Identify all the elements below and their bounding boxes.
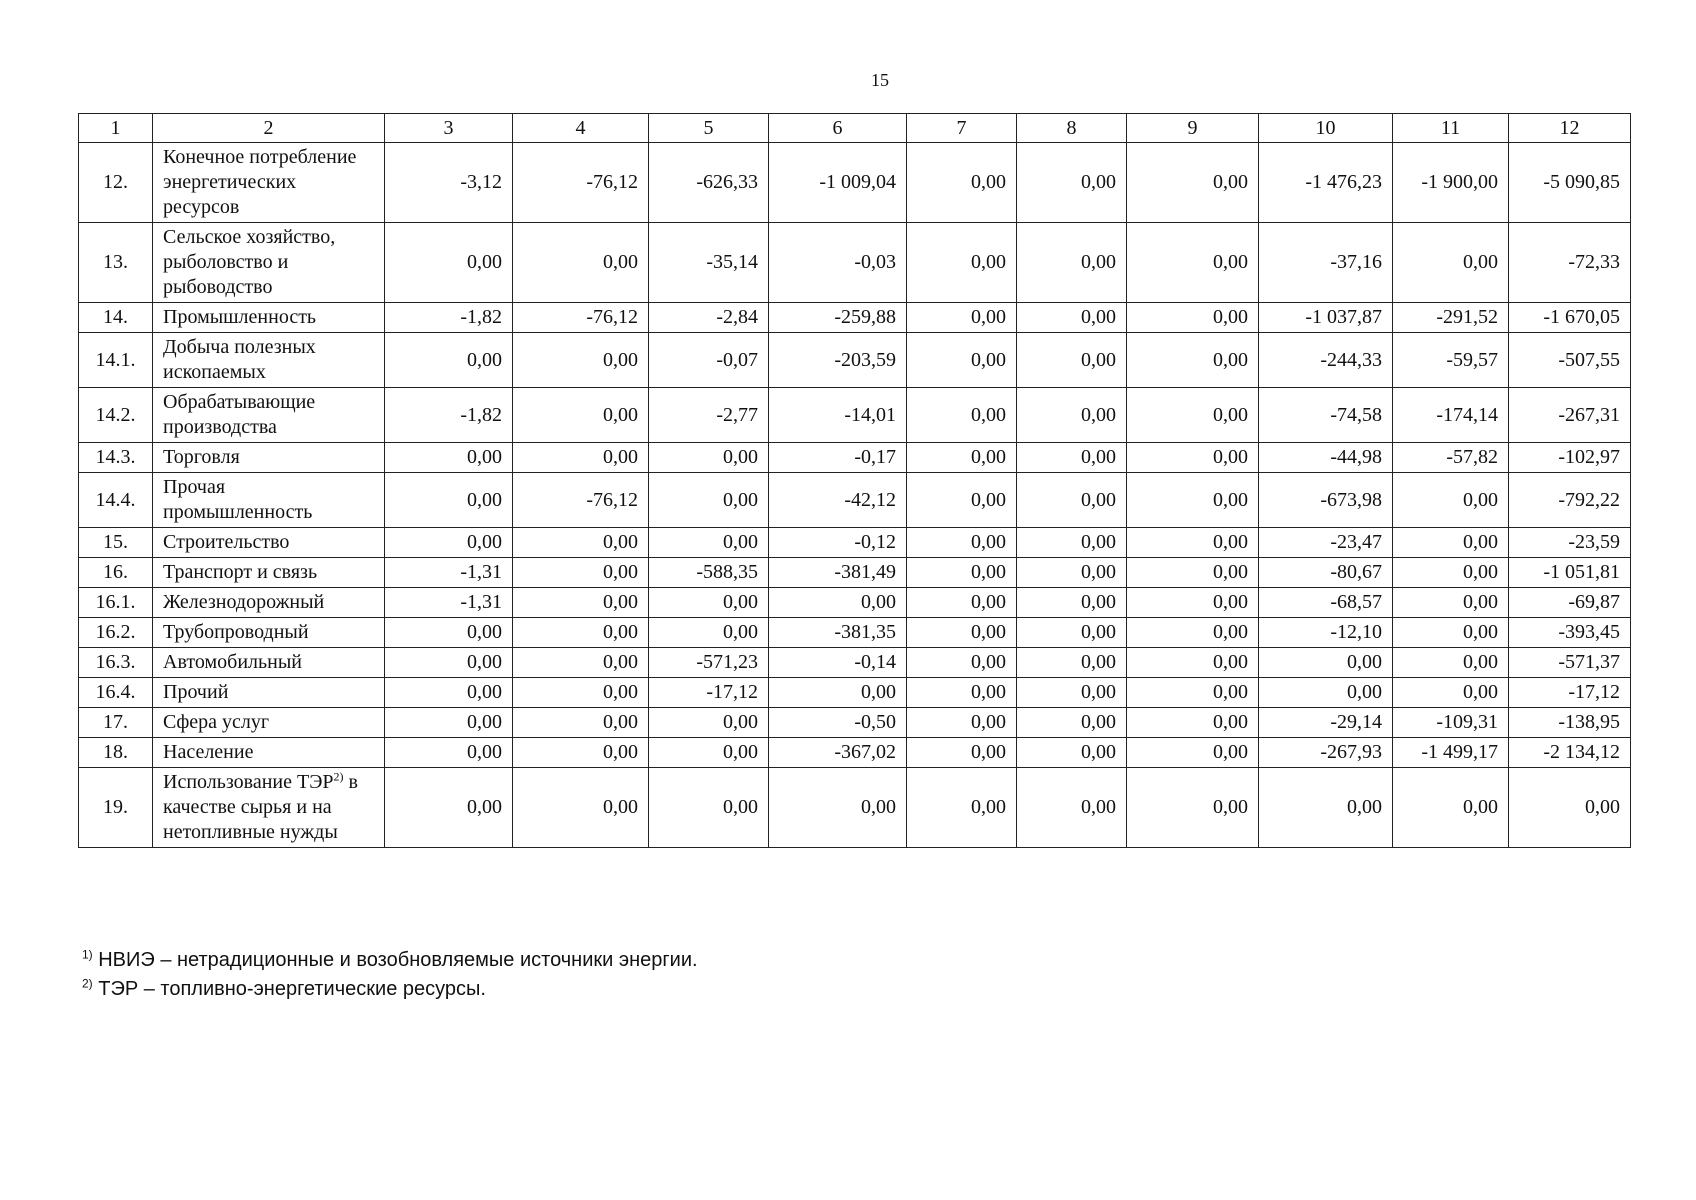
row-label <box>153 768 385 848</box>
value-cell-col-5: 0,00 <box>649 618 769 648</box>
column-header-1: 1 <box>79 114 153 143</box>
row-label-text: Обрабатывающие производства <box>163 391 316 438</box>
value-cell-col-8: 0,00 <box>1017 618 1127 648</box>
row-number: 18. <box>79 738 153 768</box>
row-label-text: Автомобильный <box>163 651 302 673</box>
footnote-reference: 2) <box>333 769 344 784</box>
row-number: 16.1. <box>79 588 153 618</box>
value-cell-col-11: 0,00 <box>1393 473 1509 528</box>
value-cell-col-5: 0,00 <box>649 588 769 618</box>
value-cell-col-9: 0,00 <box>1127 143 1259 223</box>
row-label-text: Торговля <box>163 446 240 468</box>
value-cell-col-9: 0,00 <box>1127 473 1259 528</box>
value-cell-col-7: 0,00 <box>907 528 1017 558</box>
value-cell-col-6: -42,12 <box>769 473 907 528</box>
value-cell-col-10: -23,47 <box>1259 528 1393 558</box>
row-label-text: Промышленность <box>163 306 317 328</box>
value-cell-col-6: -0,03 <box>769 223 907 303</box>
table-row <box>79 333 1631 388</box>
value-cell-col-11: -59,57 <box>1393 333 1509 388</box>
column-header-4: 4 <box>513 114 649 143</box>
value-cell-col-9: 0,00 <box>1127 388 1259 443</box>
row-label-text: Транспорт и связь <box>163 561 318 583</box>
value-cell-col-8: 0,00 <box>1017 473 1127 528</box>
value-cell-col-10: 0,00 <box>1259 648 1393 678</box>
row-label <box>153 588 385 618</box>
column-header-10: 10 <box>1259 114 1393 143</box>
row-label-text: Железнодорожный <box>163 591 325 613</box>
value-cell-col-3: -1,31 <box>385 588 513 618</box>
value-cell-col-5: -626,33 <box>649 143 769 223</box>
value-cell-col-5: 0,00 <box>649 473 769 528</box>
column-header-7: 7 <box>907 114 1017 143</box>
value-cell-col-3: 0,00 <box>385 333 513 388</box>
value-cell-col-4: 0,00 <box>513 648 649 678</box>
row-label <box>153 143 385 223</box>
row-number: 17. <box>79 708 153 738</box>
value-cell-col-10: -29,14 <box>1259 708 1393 738</box>
row-number: 16.4. <box>79 678 153 708</box>
value-cell-col-9: 0,00 <box>1127 528 1259 558</box>
value-cell-col-12: -138,95 <box>1509 708 1631 738</box>
value-cell-col-6: -367,02 <box>769 738 907 768</box>
table-row <box>79 558 1631 588</box>
value-cell-col-11: -291,52 <box>1393 303 1509 333</box>
value-cell-col-9: 0,00 <box>1127 303 1259 333</box>
value-cell-col-10: -1 476,23 <box>1259 143 1393 223</box>
value-cell-col-12: -2 134,12 <box>1509 738 1631 768</box>
value-cell-col-9: 0,00 <box>1127 223 1259 303</box>
value-cell-col-10: -12,10 <box>1259 618 1393 648</box>
value-cell-col-7: 0,00 <box>907 303 1017 333</box>
row-label <box>153 388 385 443</box>
value-cell-col-5: 0,00 <box>649 708 769 738</box>
row-label <box>153 558 385 588</box>
value-cell-col-11: -174,14 <box>1393 388 1509 443</box>
page-number: 15 <box>871 70 889 90</box>
value-cell-col-3: 0,00 <box>385 768 513 848</box>
value-cell-col-8: 0,00 <box>1017 223 1127 303</box>
value-cell-col-12: -1 051,81 <box>1509 558 1631 588</box>
value-cell-col-10: -68,57 <box>1259 588 1393 618</box>
value-cell-col-3: -3,12 <box>385 143 513 223</box>
column-header-6: 6 <box>769 114 907 143</box>
row-label <box>153 648 385 678</box>
value-cell-col-9: 0,00 <box>1127 333 1259 388</box>
value-cell-col-3: 0,00 <box>385 648 513 678</box>
value-cell-col-7: 0,00 <box>907 588 1017 618</box>
value-cell-col-8: 0,00 <box>1017 588 1127 618</box>
value-cell-col-10: -1 037,87 <box>1259 303 1393 333</box>
column-header-8: 8 <box>1017 114 1127 143</box>
row-label-text: Добыча полезных ископаемых <box>163 336 316 383</box>
value-cell-col-7: 0,00 <box>907 618 1017 648</box>
value-cell-col-9: 0,00 <box>1127 738 1259 768</box>
value-cell-col-10: -673,98 <box>1259 473 1393 528</box>
value-cell-col-12: -1 670,05 <box>1509 303 1631 333</box>
value-cell-col-12: -102,97 <box>1509 443 1631 473</box>
row-number: 14.1. <box>79 333 153 388</box>
value-cell-col-5: -17,12 <box>649 678 769 708</box>
value-cell-col-11: 0,00 <box>1393 528 1509 558</box>
table-row <box>79 738 1631 768</box>
value-cell-col-6: -0,14 <box>769 648 907 678</box>
row-number: 14.4. <box>79 473 153 528</box>
table-body <box>79 143 1631 848</box>
row-label <box>153 303 385 333</box>
row-number: 13. <box>79 223 153 303</box>
value-cell-col-5: -0,07 <box>649 333 769 388</box>
value-cell-col-3: 0,00 <box>385 708 513 738</box>
value-cell-col-11: -109,31 <box>1393 708 1509 738</box>
column-header-5: 5 <box>649 114 769 143</box>
value-cell-col-12: -69,87 <box>1509 588 1631 618</box>
value-cell-col-11: 0,00 <box>1393 678 1509 708</box>
value-cell-col-10: -37,16 <box>1259 223 1393 303</box>
value-cell-col-9: 0,00 <box>1127 678 1259 708</box>
column-header-9: 9 <box>1127 114 1259 143</box>
value-cell-col-9: 0,00 <box>1127 558 1259 588</box>
value-cell-col-5: 0,00 <box>649 443 769 473</box>
value-cell-col-12: -792,22 <box>1509 473 1631 528</box>
table-row <box>79 303 1631 333</box>
row-label <box>153 528 385 558</box>
value-cell-col-11: 0,00 <box>1393 648 1509 678</box>
value-cell-col-6: -381,35 <box>769 618 907 648</box>
value-cell-col-10: -244,33 <box>1259 333 1393 388</box>
value-cell-col-11: 0,00 <box>1393 768 1509 848</box>
table-row <box>79 618 1631 648</box>
value-cell-col-3: 0,00 <box>385 443 513 473</box>
value-cell-col-9: 0,00 <box>1127 648 1259 678</box>
row-number: 14.3. <box>79 443 153 473</box>
row-number: 14. <box>79 303 153 333</box>
value-cell-col-5: 0,00 <box>649 738 769 768</box>
value-cell-col-8: 0,00 <box>1017 443 1127 473</box>
column-number-row <box>79 114 1631 143</box>
value-cell-col-4: -76,12 <box>513 303 649 333</box>
footnote-marker: 1) <box>82 947 93 962</box>
column-header-3: 3 <box>385 114 513 143</box>
value-cell-col-6: 0,00 <box>769 768 907 848</box>
column-header-2: 2 <box>153 114 385 143</box>
row-label-text: Конечное потребление энергетических ресурсов <box>163 146 357 218</box>
value-cell-col-4: 0,00 <box>513 223 649 303</box>
value-cell-col-5: 0,00 <box>649 528 769 558</box>
energy-balance-table <box>78 113 1631 848</box>
row-label <box>153 223 385 303</box>
value-cell-col-10: -74,58 <box>1259 388 1393 443</box>
table-row <box>79 443 1631 473</box>
value-cell-col-6: 0,00 <box>769 678 907 708</box>
value-cell-col-5: -2,77 <box>649 388 769 443</box>
footnote <box>82 946 698 975</box>
value-cell-col-8: 0,00 <box>1017 143 1127 223</box>
value-cell-col-4: 0,00 <box>513 588 649 618</box>
value-cell-col-8: 0,00 <box>1017 768 1127 848</box>
value-cell-col-8: 0,00 <box>1017 648 1127 678</box>
value-cell-col-3: 0,00 <box>385 528 513 558</box>
value-cell-col-7: 0,00 <box>907 473 1017 528</box>
value-cell-col-4: 0,00 <box>513 768 649 848</box>
row-label-continuation: в качестве сырья и на нетопливные нужды <box>163 771 358 843</box>
value-cell-col-6: -0,17 <box>769 443 907 473</box>
column-header-12: 12 <box>1509 114 1631 143</box>
value-cell-col-5: -35,14 <box>649 223 769 303</box>
row-number: 16.2. <box>79 618 153 648</box>
table-row <box>79 473 1631 528</box>
value-cell-col-3: 0,00 <box>385 678 513 708</box>
value-cell-col-8: 0,00 <box>1017 738 1127 768</box>
value-cell-col-10: -80,67 <box>1259 558 1393 588</box>
value-cell-col-7: 0,00 <box>907 768 1017 848</box>
value-cell-col-4: 0,00 <box>513 333 649 388</box>
value-cell-col-4: -76,12 <box>513 473 649 528</box>
row-label <box>153 708 385 738</box>
value-cell-col-12: -507,55 <box>1509 333 1631 388</box>
row-label-text: Сельское хозяйство, рыболовство и рыбоводство <box>163 226 336 298</box>
value-cell-col-11: 0,00 <box>1393 558 1509 588</box>
value-cell-col-11: 0,00 <box>1393 618 1509 648</box>
value-cell-col-12: -17,12 <box>1509 678 1631 708</box>
value-cell-col-5: -571,23 <box>649 648 769 678</box>
value-cell-col-6: -0,12 <box>769 528 907 558</box>
value-cell-col-3: 0,00 <box>385 618 513 648</box>
value-cell-col-8: 0,00 <box>1017 678 1127 708</box>
value-cell-col-10: -267,93 <box>1259 738 1393 768</box>
value-cell-col-7: 0,00 <box>907 443 1017 473</box>
value-cell-col-11: -1 900,00 <box>1393 143 1509 223</box>
footnote-text: ТЭР – топливно-энергетические ресурсы. <box>92 978 486 1000</box>
row-number: 14.2. <box>79 388 153 443</box>
value-cell-col-7: 0,00 <box>907 223 1017 303</box>
value-cell-col-12: -72,33 <box>1509 223 1631 303</box>
value-cell-col-8: 0,00 <box>1017 333 1127 388</box>
value-cell-col-9: 0,00 <box>1127 768 1259 848</box>
value-cell-col-6: -381,49 <box>769 558 907 588</box>
row-number: 15. <box>79 528 153 558</box>
footnotes <box>82 946 698 1004</box>
value-cell-col-11: -57,82 <box>1393 443 1509 473</box>
value-cell-col-6: -259,88 <box>769 303 907 333</box>
row-label-text: Сфера услуг <box>163 711 270 733</box>
table-row <box>79 143 1631 223</box>
row-label-text: Использование ТЭР <box>163 771 334 793</box>
value-cell-col-8: 0,00 <box>1017 558 1127 588</box>
value-cell-col-10: -44,98 <box>1259 443 1393 473</box>
value-cell-col-3: -1,82 <box>385 303 513 333</box>
value-cell-col-5: -2,84 <box>649 303 769 333</box>
value-cell-col-3: -1,82 <box>385 388 513 443</box>
value-cell-col-4: 0,00 <box>513 708 649 738</box>
value-cell-col-7: 0,00 <box>907 648 1017 678</box>
value-cell-col-12: -571,37 <box>1509 648 1631 678</box>
value-cell-col-9: 0,00 <box>1127 588 1259 618</box>
value-cell-col-7: 0,00 <box>907 333 1017 388</box>
value-cell-col-6: -14,01 <box>769 388 907 443</box>
column-header-11: 11 <box>1393 114 1509 143</box>
footnote-text: НВИЭ – нетрадиционные и возобновляемые источники энергии. <box>92 949 698 971</box>
value-cell-col-7: 0,00 <box>907 708 1017 738</box>
value-cell-col-9: 0,00 <box>1127 618 1259 648</box>
row-label-text: Прочая промышленность <box>163 476 313 523</box>
value-cell-col-8: 0,00 <box>1017 528 1127 558</box>
table-row <box>79 388 1631 443</box>
value-cell-col-4: 0,00 <box>513 738 649 768</box>
value-cell-col-5: 0,00 <box>649 768 769 848</box>
table-row <box>79 223 1631 303</box>
table-row <box>79 588 1631 618</box>
value-cell-col-12: -23,59 <box>1509 528 1631 558</box>
value-cell-col-12: 0,00 <box>1509 768 1631 848</box>
row-label-text: Трубопроводный <box>163 621 309 643</box>
value-cell-col-7: 0,00 <box>907 678 1017 708</box>
row-number: 16.3. <box>79 648 153 678</box>
value-cell-col-3: 0,00 <box>385 738 513 768</box>
value-cell-col-3: -1,31 <box>385 558 513 588</box>
value-cell-col-6: -203,59 <box>769 333 907 388</box>
value-cell-col-7: 0,00 <box>907 143 1017 223</box>
value-cell-col-4: 0,00 <box>513 618 649 648</box>
value-cell-col-4: 0,00 <box>513 558 649 588</box>
value-cell-col-8: 0,00 <box>1017 708 1127 738</box>
value-cell-col-9: 0,00 <box>1127 708 1259 738</box>
row-number: 12. <box>79 143 153 223</box>
value-cell-col-4: 0,00 <box>513 443 649 473</box>
value-cell-col-7: 0,00 <box>907 558 1017 588</box>
row-number: 19. <box>79 768 153 848</box>
footnote-marker: 2) <box>82 976 93 991</box>
value-cell-col-11: 0,00 <box>1393 223 1509 303</box>
value-cell-col-4: 0,00 <box>513 528 649 558</box>
table-row <box>79 708 1631 738</box>
value-cell-col-12: -5 090,85 <box>1509 143 1631 223</box>
row-label <box>153 333 385 388</box>
value-cell-col-11: 0,00 <box>1393 588 1509 618</box>
row-label <box>153 443 385 473</box>
row-label <box>153 738 385 768</box>
value-cell-col-11: -1 499,17 <box>1393 738 1509 768</box>
value-cell-col-3: 0,00 <box>385 223 513 303</box>
value-cell-col-6: -0,50 <box>769 708 907 738</box>
row-label-text: Прочий <box>163 681 229 703</box>
row-label-text: Население <box>163 741 254 763</box>
value-cell-col-4: -76,12 <box>513 143 649 223</box>
table-row <box>79 528 1631 558</box>
value-cell-col-8: 0,00 <box>1017 388 1127 443</box>
value-cell-col-12: -393,45 <box>1509 618 1631 648</box>
value-cell-col-6: 0,00 <box>769 588 907 618</box>
value-cell-col-3: 0,00 <box>385 473 513 528</box>
footnote <box>82 975 698 1004</box>
table-row <box>79 678 1631 708</box>
table-row <box>79 648 1631 678</box>
value-cell-col-9: 0,00 <box>1127 443 1259 473</box>
row-label <box>153 678 385 708</box>
value-cell-col-7: 0,00 <box>907 388 1017 443</box>
value-cell-col-8: 0,00 <box>1017 303 1127 333</box>
row-number: 16. <box>79 558 153 588</box>
row-label-text: Строительство <box>163 531 290 553</box>
value-cell-col-7: 0,00 <box>907 738 1017 768</box>
value-cell-col-4: 0,00 <box>513 678 649 708</box>
value-cell-col-10: 0,00 <box>1259 768 1393 848</box>
value-cell-col-5: -588,35 <box>649 558 769 588</box>
row-label <box>153 473 385 528</box>
value-cell-col-4: 0,00 <box>513 388 649 443</box>
value-cell-col-10: 0,00 <box>1259 678 1393 708</box>
table-row <box>79 768 1631 848</box>
value-cell-col-12: -267,31 <box>1509 388 1631 443</box>
value-cell-col-6: -1 009,04 <box>769 143 907 223</box>
row-label <box>153 618 385 648</box>
